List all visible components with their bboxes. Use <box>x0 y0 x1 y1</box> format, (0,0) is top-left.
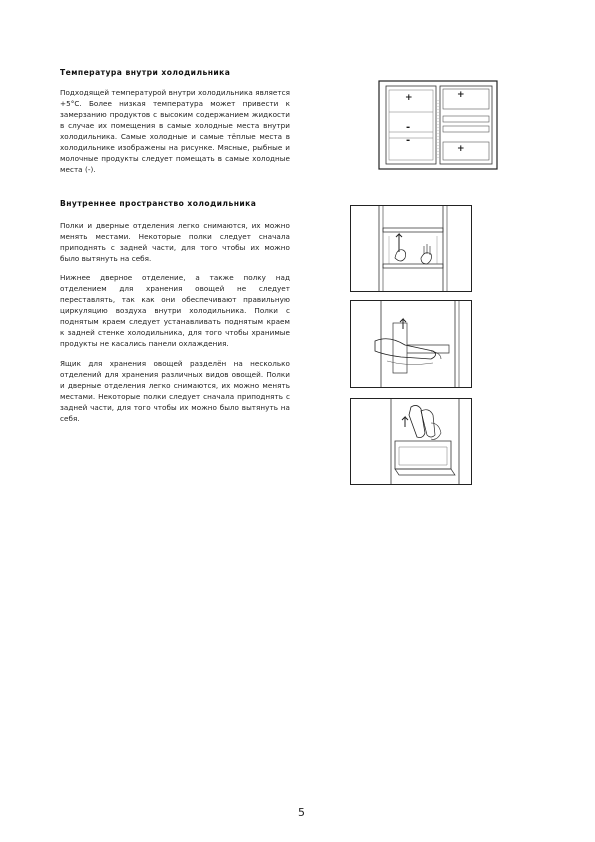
temperature-paragraph: Подходящей температурой внутри холодильника является +5°C. Более низкая температура может привести к замерзанию продуктов с высоким содержанием жидкости в случае их помещения в самые холодные места внутри холодильника. Самые холодные и самые тёплые места в холодильнике изображены на рисунке. Мясные, рыбные и молочные продукты следует помещать в самые холодные места (-). <box>60 88 290 174</box>
vegetable-drawer-figure <box>350 398 472 485</box>
door-compartment-figure <box>350 300 472 388</box>
plus-mark-bottom-right: + <box>457 144 465 154</box>
interior-paragraph-1: Полки и дверные отделения легко снимаются, их можно менять местами. Некоторые полки следует сначала приподнять с задней части, для того чтобы их можно было вытянуть на себя. <box>60 221 290 263</box>
shelf-removal-drawing <box>351 206 471 291</box>
page-number: 5 <box>298 806 305 819</box>
temperature-heading: Температура внутри холодильника <box>60 68 231 77</box>
door-compartment-drawing <box>351 301 471 387</box>
interior-heading: Внутреннее пространство холодильника <box>60 199 257 208</box>
interior-paragraph-2: Нижнее дверное отделение, а также полку над отделением для хранения овощей не следует переставлять, так как они обеспечивают правильную циркуляцию воздуха внутри холодильника. Полки с поднятым краем следует устанавливать поднятым краем к задней стенке холодильника, для того чтобы хранимые продукты не касались панели охлаждения. <box>60 273 290 348</box>
temperature-zones-figure <box>378 80 498 170</box>
minus-mark-middle-left: - <box>406 122 411 133</box>
plus-mark-top-left: + <box>405 93 413 103</box>
fridge-front-drawing <box>378 80 498 170</box>
vegetable-drawer-drawing <box>351 399 471 484</box>
interior-paragraph-3: Ящик для хранения овощей разделён на несколько отделений для хранения различных видов овощей. Полки и дверные отделения легко снимаются, их можно менять местами. Некоторые полки следует сначала приподнять с задней части, для того чтобы их можно было вытянуть на себя. <box>60 359 290 423</box>
plus-mark-top-right: + <box>457 90 465 100</box>
minus-mark-lower-left: - <box>406 135 411 146</box>
shelf-removal-figure <box>350 205 472 292</box>
